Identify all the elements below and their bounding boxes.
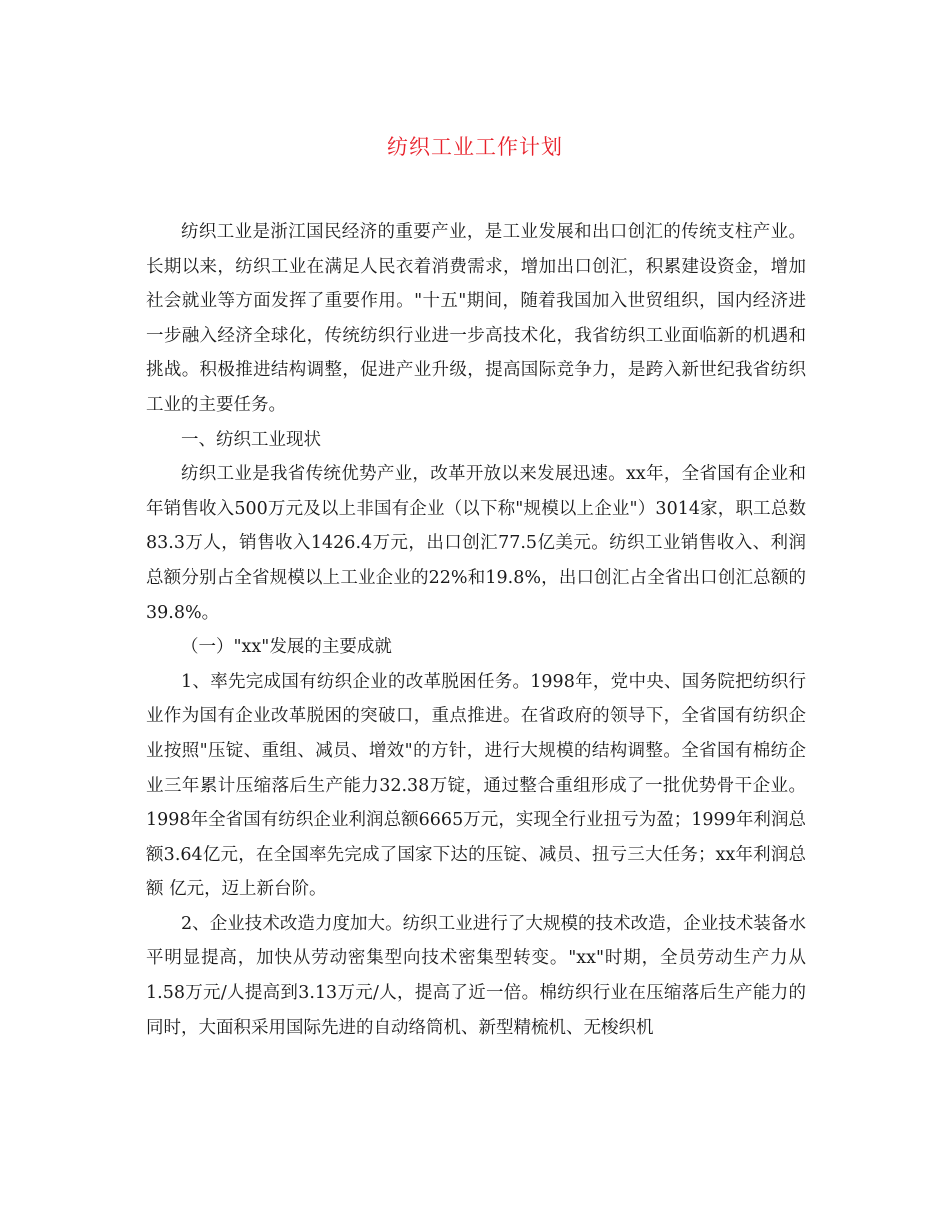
paragraph-technology: 2、企业技术改造力度加大。纺织工业进行了大规模的技术改造，企业技术装备水平明显提高，加快从劳动密集型向技术密集型转变。"xx"时期，全员劳动生产力从1.58万元/人提高到3.13万元/人，提高了近一倍。棉纺织行业在压缩落后生产能力的同时，大面积采用国际先进的自动络筒机、新型精梳机、无梭织机 — [146, 913, 806, 1038]
subsection-heading-achievements: （一）"xx"发展的主要成就 — [181, 637, 392, 658]
paragraph-intro: 纺织工业是浙江国民经济的重要产业，是工业发展和出口创汇的传统支柱产业。长期以来，纺织工业在满足人民衣着消费需求，增加出口创汇，积累建设资金，增加社会就业等方面发挥了重要作用。"十五"期间，随着我国加入世贸组织，国内经济进一步融入经济全球化，传统纺织行业进一步高技术化，我省纺织工业面临新的机遇和挑战。积极推进结构调整，促进产业升级，提高国际竞争力，是跨入新世纪我省纺织工业的主要任务。 — [146, 222, 806, 415]
paragraph-status: 纺织工业是我省传统优势产业，改革开放以来发展迅速。xx年，全省国有企业和年销售收入500万元及以上非国有企业（以下称"规模以上企业"）3014家，职工总数83.3万人，销售收入1426.4万元，出口创汇77.5亿美元。纺织工业销售收入、利润总额分别占全省规模以上工业企业的22%和19.8%，出口创汇占全省出口创汇总额的39.8%。 — [146, 464, 806, 623]
document-body — [146, 215, 806, 1045]
document-title: 纺织工业工作计划 — [387, 135, 563, 159]
paragraph-reform: 1、率先完成国有纺织企业的改革脱困任务。1998年，党中央、国务院把纺织行业作为国有企业改革脱困的突破口，重点推进。在省政府的领导下，全省国有纺织企业按照"压锭、重组、减员、增效"的方针，进行大规模的结构调整。全省国有棉纺企业三年累计压缩落后生产能力32.38万锭，通过整合重组形成了一批优势骨干企业。1998年全省国有纺织企业利润总额6665万元，实现全行业扭亏为盈；1999年利润总额3.64亿元，在全国率先完成了国家下达的压锭、减员、扭亏三大任务；xx年利润总额 亿元，迈上新台阶。 — [146, 671, 806, 900]
section-heading-status: 一、纺织工业现状 — [181, 429, 321, 450]
